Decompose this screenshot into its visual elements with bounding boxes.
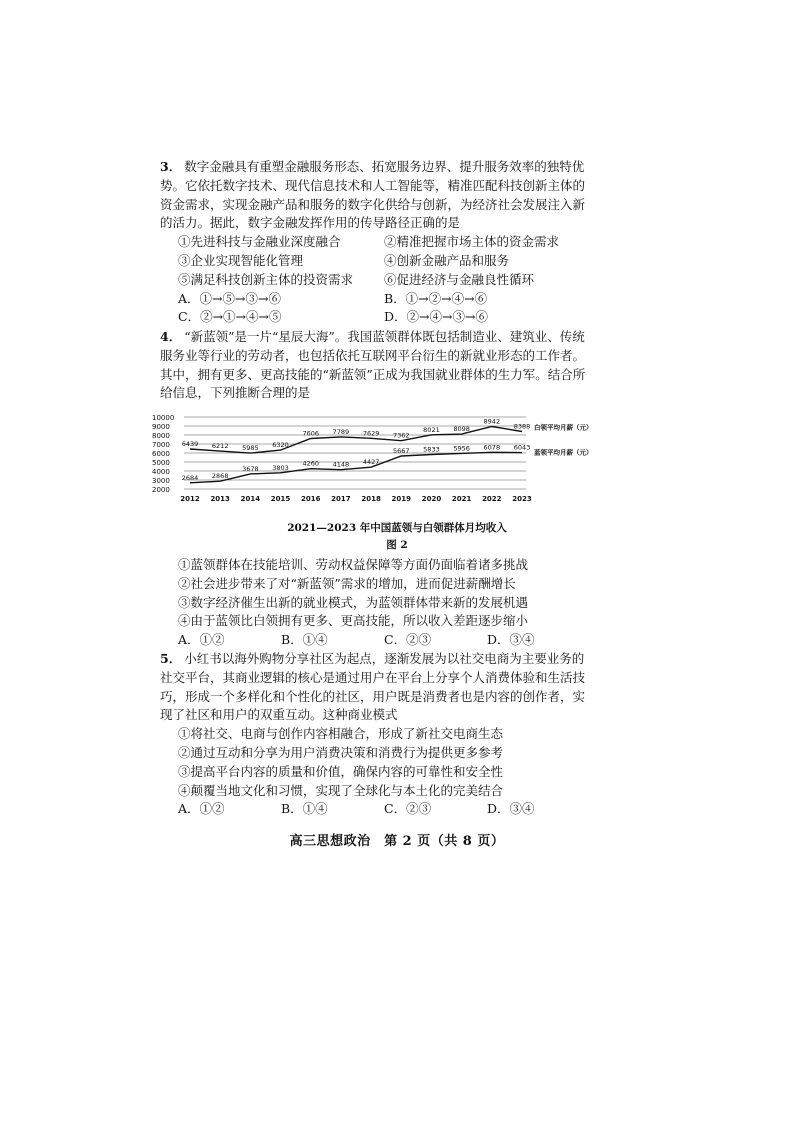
- question-3: [160, 158, 590, 327]
- question-5-stem: [160, 650, 590, 725]
- question-text: 小红书以海外购物分享社区为起点，逐渐发展为以社交电商为主要业务的社交平台，其商业逻辑的核心是通过用户在平台上分享个人消费体验和生活技巧，形成一个多样化和个性化的社区，用户既是消费者也是内容的创作者，实现了社区和用户的双重互动。这种商业模式: [160, 651, 586, 723]
- data-label: 7362: [392, 431, 410, 440]
- statement-item: ④颠覆当地文化和习惯，实现了全球化与本土化的完美结合: [178, 782, 504, 798]
- data-label: 6078: [483, 443, 501, 452]
- data-label: 3678: [242, 464, 259, 473]
- data-label: 6212: [211, 442, 229, 451]
- data-label: 7629: [362, 429, 380, 438]
- statement-item: ②精准把握市场主体的资金需求: [384, 234, 560, 250]
- x-tick-label: 2013: [210, 495, 230, 503]
- statement-item: ④由于蓝领比白领拥有更多、更高技能，所以收入差距逐步缩小: [178, 613, 529, 629]
- x-tick-label: 2021: [451, 495, 472, 503]
- question-number: 4．: [160, 329, 182, 344]
- answer-option-b: B．①→②→④→⑥: [384, 290, 488, 306]
- question-number: 3．: [160, 159, 182, 174]
- statement-item: ①将社交、电商与创作内容相融合，形成了新社交电商生态: [178, 726, 504, 742]
- data-label: 8942: [483, 417, 501, 426]
- answer-option-d: D．③④: [487, 632, 535, 648]
- data-label: 4427: [362, 458, 380, 467]
- item-row: [160, 233, 590, 252]
- data-label: 5667: [392, 446, 410, 455]
- statement-item: ⑥促进经济与金融良性循环: [384, 271, 535, 287]
- figure-caption: 2021—2023 年中国蓝领与白领群体月均收入: [287, 522, 507, 534]
- data-label: 6439: [181, 440, 199, 449]
- x-tick-label: 2023: [512, 495, 532, 503]
- y-tick-label: 10000: [152, 414, 175, 422]
- x-tick-label: 2017: [331, 495, 351, 503]
- x-tick-label: 2022: [482, 495, 502, 503]
- statement-item: ③数字经济催生出新的就业模式，为蓝领群体带来新的发展机遇: [178, 594, 529, 610]
- question-4-choices: [160, 556, 590, 650]
- option-row: [160, 308, 590, 327]
- x-tick-label: 2018: [361, 495, 381, 503]
- data-label: 5956: [453, 444, 470, 453]
- x-tick-label: 2014: [240, 495, 261, 503]
- answer-option-a: A．①②: [178, 801, 225, 817]
- legend-label: 白领平均月薪（元）: [534, 423, 593, 432]
- question-number: 5．: [160, 651, 182, 666]
- statement-item: ①先进科技与金融业深度融合: [178, 234, 341, 250]
- y-tick-label: 5000: [152, 459, 170, 467]
- series-line-white-collar: [190, 427, 522, 454]
- data-label: 6043: [513, 443, 531, 452]
- statement-item: ①蓝领群体在技能培训、劳动权益保障等方面仍面临着诸多挑战: [178, 557, 529, 572]
- answer-option-c: C．②→①→④→⑤: [178, 309, 282, 325]
- series-line-blue-collar: [190, 452, 522, 483]
- x-tick-label: 2012: [180, 495, 200, 503]
- question-text: 数字金融具有重塑金融服务形态、拓宽服务边界、提升服务效率的独特优势。它依托数字技术、现代信息技术和人工智能等，精准匹配科技创新主体的资金需求，实现金融产品和服务的数字化供给与创新，为经济社会发展注入新的活力。据此，数字金融发挥作用的传导路径正确的是: [160, 159, 586, 231]
- x-tick-label: 2015: [270, 495, 291, 503]
- y-tick-label: 6000: [152, 450, 170, 458]
- statement-item: ⑤满足科技创新主体的投资需求: [178, 271, 354, 287]
- data-label: 4148: [332, 460, 350, 469]
- y-tick-label: 4000: [152, 468, 170, 476]
- question-5: [160, 650, 590, 819]
- data-label: 2868: [211, 472, 229, 481]
- statement-list: [160, 556, 590, 631]
- x-tick-label: 2019: [391, 495, 412, 503]
- data-label: 5985: [242, 444, 259, 453]
- data-label: 7789: [332, 427, 350, 436]
- y-tick-label: 3000: [152, 477, 170, 485]
- y-tick-label: 2000: [152, 486, 170, 494]
- answer-option-c: C．②③: [384, 632, 432, 648]
- option-row: [160, 290, 590, 309]
- statement-item: ②社会进步带来了对“新蓝领”需求的增加，进而促进薪酬增长: [178, 575, 516, 591]
- data-label: 5833: [423, 445, 440, 454]
- answer-option-b: B．①④: [281, 632, 328, 648]
- figure-label: 图 2: [386, 539, 408, 551]
- answer-option-a: A．①②: [178, 632, 225, 648]
- legend-label: 蓝领平均月薪（元）: [534, 448, 593, 457]
- question-3-stem: [160, 158, 590, 233]
- answer-option-a: A．①→⑤→③→⑥: [178, 290, 281, 306]
- y-tick-label: 8000: [152, 432, 170, 440]
- x-tick-label: 2016: [300, 495, 321, 503]
- question-4: [160, 328, 590, 403]
- statement-item: ③企业实现智能化管理: [178, 252, 304, 268]
- x-tick-label: 2020: [421, 495, 442, 503]
- data-label: 4260: [302, 459, 320, 468]
- data-label: 8021: [423, 425, 440, 434]
- page-footer: 高三思想政治 第 2 页（共 8 页）: [289, 834, 505, 849]
- data-label: 8098: [453, 425, 470, 434]
- y-tick-label: 9000: [152, 423, 170, 431]
- answer-option-c: C．②③: [384, 801, 432, 817]
- statement-item: ③提高平台内容的质量和价值，确保内容的可靠性和安全性: [178, 763, 504, 779]
- answer-option-d: D．③④: [487, 801, 535, 817]
- statement-item: ②通过互动和分享为用户消费决策和消费行为提供更多参考: [178, 744, 504, 760]
- data-label: 6320: [272, 441, 289, 450]
- data-label: 3803: [272, 463, 289, 472]
- question-text: “新蓝领”是一片“星辰大海”。我国蓝领群体既包括制造业、建筑业、传统服务业等行业的劳动者，也包括依托互联网平台衍生的新就业形态的工作者。其中，拥有更多、更高技能的“新蓝领”正成为我国就业群体的生力军。结合所给信息，下列推断合理的是: [160, 329, 586, 401]
- answer-option-b: B．①④: [281, 801, 328, 817]
- item-row: [160, 252, 590, 271]
- income-line-chart: [150, 410, 620, 510]
- question-4-stem: [160, 328, 590, 403]
- data-label: 2684: [181, 473, 199, 482]
- answer-option-d: D．②→④→③→⑥: [384, 309, 488, 325]
- option-row: [160, 800, 590, 819]
- item-row: [160, 271, 590, 290]
- statement-item: ④创新金融产品和服务: [384, 252, 510, 268]
- data-label: 7606: [302, 429, 320, 438]
- data-label: 8388: [513, 422, 531, 431]
- option-row: [160, 631, 590, 650]
- statement-list: [160, 725, 590, 800]
- y-tick-label: 7000: [152, 441, 170, 449]
